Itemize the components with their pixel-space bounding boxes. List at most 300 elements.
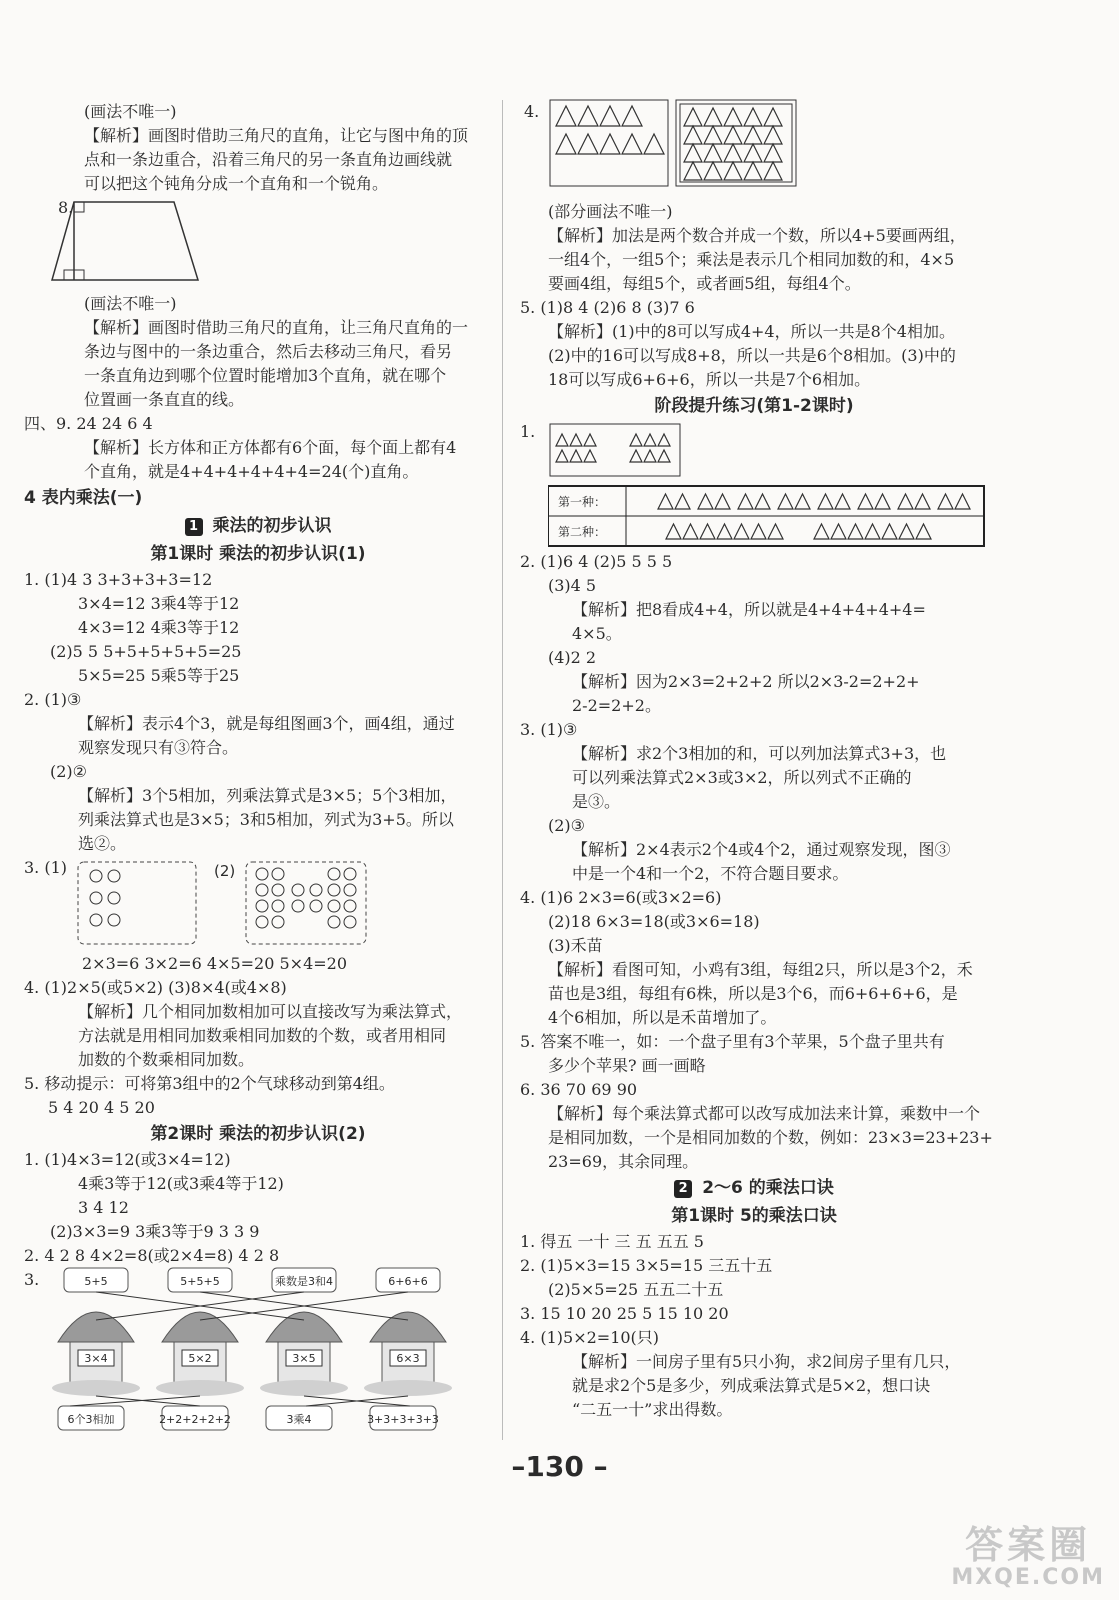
triangle: [814, 524, 829, 539]
line-text: 2×3=6 3×2=6 4×5=20 5×4=20: [82, 954, 348, 973]
triangle: [831, 524, 846, 539]
line-text: 一条直角边到哪个位置时能增加3个直角，就在哪个: [84, 366, 447, 385]
line-text: 5×5=25 5乘5等于25: [78, 666, 240, 685]
grass: [156, 1380, 244, 1396]
answer-line: [514, 838, 994, 862]
answer-line: [514, 1374, 994, 1398]
line-text: 2. (1)6 4 (2)5 5 5 5: [520, 552, 673, 571]
answer-line: [24, 100, 492, 124]
part-label: (2): [214, 862, 236, 880]
line-text: (3)4 5: [548, 576, 597, 595]
line-text: (2)③: [548, 816, 586, 835]
line-text: (4)2 2: [548, 648, 597, 667]
answer-line: [24, 952, 492, 976]
triangle: [630, 434, 642, 446]
line-text: 8.: [58, 198, 74, 217]
answer-line: [24, 460, 492, 484]
triangle: [778, 494, 793, 509]
grass: [260, 1380, 348, 1396]
line-text: (画法不唯一): [84, 102, 177, 121]
answer-line: [24, 1024, 492, 1048]
triangle: [570, 434, 582, 446]
answer-line: [514, 272, 994, 296]
section-number-badge: 1: [185, 518, 203, 536]
line-text: 观察发现只有③符合。: [78, 738, 239, 757]
answer-line: [24, 760, 492, 784]
section-heading: [24, 1120, 492, 1148]
answer-line: [24, 436, 492, 460]
watermark-logo-text: 答案圈: [965, 1523, 1092, 1567]
answer-line: [514, 598, 994, 622]
answer-line: [24, 664, 492, 688]
triangle: [858, 494, 873, 509]
line-text: 3. (1): [24, 858, 68, 877]
answer-line: [24, 124, 492, 148]
circle-mark: [344, 884, 356, 896]
dashed-box: [246, 862, 366, 944]
answer-line: [514, 694, 994, 718]
answer-line: [24, 364, 492, 388]
table-row-label: 第一种：: [558, 495, 607, 509]
circle-mark: [272, 868, 284, 880]
line-text: 四、9. 24 24 6 4: [24, 414, 153, 433]
triangle: [578, 134, 598, 154]
triangle: [704, 162, 722, 180]
line-text: 【解析】加法是两个数合并成一个数，所以4+5要画两组，: [548, 226, 966, 245]
circle-mark: [272, 884, 284, 896]
table-row-label: 第二种：: [558, 525, 607, 539]
section-number-badge: 2: [674, 1180, 692, 1198]
answer-line: [514, 1302, 994, 1326]
section-heading: [24, 512, 492, 540]
triangle: [818, 494, 833, 509]
triangle: [644, 434, 656, 446]
line-text: 加数的个数乘相同加数。: [78, 1050, 255, 1069]
answer-line: [24, 712, 492, 736]
triangle: [724, 108, 742, 126]
line-text: 4乘3等于12(或3乘4等于12): [78, 1174, 284, 1193]
line-text: 1. (1)4 3 3+3+3+3=12: [24, 570, 213, 589]
line-text: 4 表内乘法(一): [24, 488, 143, 508]
answer-line: [24, 1172, 492, 1196]
line-text: 方法就是用相同加数乘相同加数的个数，或者用相同: [78, 1026, 447, 1045]
line-text: 1.: [520, 422, 536, 441]
line-text: 4个6相加，所以是禾苗增加了。: [548, 1008, 777, 1027]
answer-line: [514, 1398, 994, 1422]
triangle: [658, 494, 673, 509]
line-text: 阶段提升练习(第1-2课时): [654, 396, 854, 416]
triangle: [658, 434, 670, 446]
left-column: [24, 100, 492, 1438]
line-text: 第2课时 乘法的初步认识(2): [150, 1124, 366, 1144]
triangle: [658, 450, 670, 462]
line-text: 4×3=12 4乘3等于12: [78, 618, 240, 637]
triangle: [882, 524, 897, 539]
answer-line: [514, 1030, 994, 1054]
triangle: [684, 126, 702, 144]
answer-line: [24, 784, 492, 808]
line-text: 可以把这个钝角分成一个直角和一个锐角。: [84, 174, 389, 193]
triangle: [875, 494, 890, 509]
line-text: 可以列乘法算式2×3或3×2，所以列式不正确的: [572, 768, 912, 787]
bottom-card-text: 3乘4: [286, 1413, 312, 1426]
triangle: [734, 524, 749, 539]
answer-line: [514, 862, 994, 886]
answer-line: [24, 592, 492, 616]
right-angle-mark: [74, 270, 84, 280]
triangle: [744, 108, 762, 126]
line-text: 中是一个4和一个2，不符合题目要求。: [572, 864, 849, 883]
line-text: 【解析】画图时借助三角尺的直角，让它与图中角的顶: [84, 126, 469, 145]
line-text: (2)3×3=9 3乘3等于9 3 3 9: [50, 1222, 260, 1241]
bottom-card-text: 3+3+3+3+3: [367, 1413, 439, 1426]
answer-line: [24, 1148, 492, 1172]
line-text: 3. (1)③: [520, 720, 578, 739]
triangle: [955, 494, 970, 509]
line-text: 3.: [24, 1270, 40, 1289]
answer-line: [24, 1048, 492, 1072]
triangle: [684, 162, 702, 180]
circle-mark: [90, 892, 102, 904]
triangle: [795, 494, 810, 509]
line-text: 4. (1)2×5(或5×2) (3)8×4(或4×8): [24, 978, 287, 997]
triangle: [622, 134, 642, 154]
answer-line: [24, 148, 492, 172]
line-text: 【解析】2×4表示2个4或4个2，通过观察发现，图③: [572, 840, 951, 859]
line-text: 就是求2个5是多少，列成乘法算式是5×2，想口诀: [572, 1376, 931, 1395]
section-heading: [24, 540, 492, 568]
circle-mark: [344, 900, 356, 912]
house-sign-text: 3×5: [292, 1352, 316, 1365]
answer-line: [514, 224, 994, 248]
answer-line: [514, 1350, 994, 1374]
line-text: 选②。: [78, 834, 127, 853]
circle-mark: [256, 916, 268, 928]
triangle: [938, 494, 953, 509]
line-text: 18可以写成6+6+6，所以一共是7个6相加。: [548, 370, 871, 389]
answer-line: [514, 368, 994, 392]
answer-line: [514, 982, 994, 1006]
column-divider: [502, 100, 503, 1440]
watermark: [951, 1525, 1105, 1590]
circle-mark: [328, 884, 340, 896]
circle-mark: [310, 900, 322, 912]
right-angle-mark: [64, 270, 74, 280]
triangle: [744, 126, 762, 144]
triangle: [755, 494, 770, 509]
answer-line: [24, 736, 492, 760]
line-text: 【解析】看图可知，小鸡有3组，每组2只，所以是3个2，禾: [548, 960, 973, 979]
line-text: 6. 36 70 69 90: [520, 1080, 638, 1099]
trapezoid-figure: [48, 198, 208, 293]
line-text: (2)18 6×3=18(或3×6=18): [548, 912, 760, 931]
triangle: [717, 524, 732, 539]
circle-mark: [108, 914, 120, 926]
line-text: 【解析】长方体和正方体都有6个面，每个面上都有4: [84, 438, 457, 457]
triangle: [698, 494, 713, 509]
circles-figure: [76, 858, 376, 955]
circle-mark: [328, 916, 340, 928]
answer-line: [24, 976, 492, 1000]
triangle: [675, 494, 690, 509]
triangle: [744, 162, 762, 180]
answer-line: [24, 808, 492, 832]
answer-line: [24, 196, 492, 292]
answer-line: [514, 1150, 994, 1174]
answer-line: [514, 622, 994, 646]
dashed-box: [78, 862, 196, 944]
triangle: [738, 494, 753, 509]
answer-line: [24, 340, 492, 364]
line-text: 3×4=12 3乘4等于12: [78, 594, 240, 613]
line-text: 【解析】画图时借助三角尺的直角，让三角尺直角的一: [84, 318, 469, 337]
bottom-card-text: 6个3相加: [67, 1413, 115, 1426]
triangle: [700, 524, 715, 539]
answer-line: [514, 958, 994, 982]
answer-line: [514, 574, 994, 598]
triangle: [764, 126, 782, 144]
answer-line: [514, 1126, 994, 1150]
triangle: [898, 494, 913, 509]
house-sign-text: 5×2: [188, 1352, 212, 1365]
triangle: [584, 434, 596, 446]
grass: [364, 1380, 452, 1396]
line-text: 1. 得五 一十 三 五 五五 5: [520, 1232, 704, 1251]
triangle: [556, 134, 576, 154]
answer-line: [24, 1000, 492, 1024]
circle-mark: [256, 884, 268, 896]
answer-line: [24, 568, 492, 592]
answer-line: [514, 646, 994, 670]
line-text: 是③。: [572, 792, 621, 811]
answer-line: [24, 1072, 492, 1096]
line-text: 第1课时 乘法的初步认识(1): [150, 544, 366, 564]
section-heading: [514, 392, 994, 420]
triangle: [865, 524, 880, 539]
triangle: [684, 108, 702, 126]
answer-line: [24, 316, 492, 340]
line-text: 5 4 20 4 5 20: [48, 1098, 155, 1117]
circle-mark: [328, 900, 340, 912]
triangle: [644, 134, 664, 154]
answer-line: [24, 388, 492, 412]
right-column: [514, 100, 994, 1422]
line-text: (2)5 5 5+5+5+5+5=25: [50, 642, 242, 661]
line-text: 【解析】每个乘法算式都可以改写成加法来计算，乘数中一个: [548, 1104, 981, 1123]
circle-mark: [90, 870, 102, 882]
answer-line: [514, 814, 994, 838]
triangle: [744, 144, 762, 162]
triangle: [570, 450, 582, 462]
line-text: (2)中的16可以写成8+8，所以一共是6个8相加。(3)中的: [548, 346, 956, 365]
line-text: 【解析】3个5相加，列乘法算式是3×5；5个3相加，: [78, 786, 457, 805]
answer-line: [514, 200, 994, 224]
line-text: 【解析】把8看成4+4，所以就是4+4+4+4+4=: [572, 600, 926, 619]
triangle: [684, 144, 702, 162]
circle-mark: [292, 900, 304, 912]
triangle: [704, 144, 722, 162]
line-text: (部分画法不唯一): [548, 202, 673, 221]
line-text: 要画4组，每组5个，或者画5组，每组4个。: [548, 274, 861, 293]
section-heading: [514, 1202, 994, 1230]
answer-box: [550, 100, 668, 186]
bottom-card-text: 2+2+2+2+2: [159, 1413, 231, 1426]
triangle: [644, 450, 656, 462]
line-text: (2)②: [50, 762, 88, 781]
answer-line: [514, 1078, 994, 1102]
answer-line: [514, 790, 994, 814]
answer-box: [550, 424, 680, 476]
triangle: [556, 450, 568, 462]
answer-line: [24, 1268, 492, 1438]
line-text: 苗也是3组，每组有6株，所以是3个6，而6+6+6+6，是: [548, 984, 958, 1003]
answer-line: [514, 910, 994, 934]
answer-line: [514, 1230, 994, 1254]
answer-line: [24, 1096, 492, 1120]
line-text: (画法不唯一): [84, 294, 177, 313]
circle-mark: [272, 916, 284, 928]
circle-mark: [90, 914, 102, 926]
line-text: 1. (1)4×3=12(或3×4=12): [24, 1150, 231, 1169]
top-card-text: 6+6+6: [388, 1275, 428, 1288]
line-text: 位置画一条直直的线。: [84, 390, 245, 409]
triangle: [899, 524, 914, 539]
answer-line: [514, 344, 994, 368]
answer-line: [514, 766, 994, 790]
triangle: [848, 524, 863, 539]
line-text: “二五一十”求出得数。: [572, 1400, 733, 1419]
page-number: –130 –: [511, 1450, 608, 1483]
line-text: 是相同加数，一个是相同加数的个数，例如：23×3=23+23+: [548, 1128, 993, 1147]
answer-line: [514, 718, 994, 742]
tribox-figure: [548, 98, 808, 197]
line-text: 条边与图中的一条边重合，然后去移动三角尺，看另: [84, 342, 453, 361]
circle-mark: [256, 900, 268, 912]
line-text: 5. 答案不唯一，如：一个盘子里有3个苹果，5个盘子里共有: [520, 1032, 945, 1051]
triangle: [683, 524, 698, 539]
line-text: 4.: [524, 102, 540, 121]
triangle: [704, 108, 722, 126]
line-text: 个直角，就是4+4+4+4+4+4=24(个)直角。: [84, 462, 419, 481]
answer-line: [514, 320, 994, 344]
house-sign-text: 3×4: [84, 1352, 108, 1365]
answer-line: [514, 100, 994, 200]
answer-line: [514, 1054, 994, 1078]
answer-line: [514, 1006, 994, 1030]
triangle: [600, 106, 620, 126]
triangle: [764, 144, 782, 162]
line-text: 4×5。: [572, 624, 622, 643]
answer-line: [24, 832, 492, 856]
answer-line: [514, 550, 994, 574]
answer-line: [24, 1220, 492, 1244]
circle-mark: [344, 916, 356, 928]
answer-line: [514, 742, 994, 766]
triangle: [915, 494, 930, 509]
line-text: 5. 移动提示：可将第3组中的2个气球移动到第4组。: [24, 1074, 395, 1093]
answer-line: [514, 670, 994, 694]
grass: [52, 1380, 140, 1396]
circle-mark: [328, 868, 340, 880]
triangle: [630, 450, 642, 462]
answer-line: [24, 1196, 492, 1220]
triangle: [835, 494, 850, 509]
answer-line: [514, 296, 994, 320]
top-card-text: 乘数是3和4: [275, 1275, 333, 1288]
section-heading: [24, 484, 492, 512]
line-text: 【解析】几个相同加数相加可以直接改写为乘法算式，: [78, 1002, 463, 1021]
circle-mark: [108, 870, 120, 882]
line-text: 5. (1)8 4 (2)6 8 (3)7 6: [520, 298, 695, 317]
triangle: [916, 524, 931, 539]
answer-line: [24, 616, 492, 640]
right-angle-mark: [74, 202, 84, 212]
triangle: [578, 106, 598, 126]
line-text: 点和一条边重合，沿着三角尺的另一条直角边画线就: [84, 150, 453, 169]
line-text: 一组4个，一组5个；乘法是表示几个相同加数的和，4×5: [548, 250, 955, 269]
answer-line: [514, 420, 994, 550]
line-text: 3 4 12: [78, 1198, 129, 1217]
line-text: 【解析】求2个3相加的和，可以列加法算式3+3，也: [572, 744, 947, 763]
line-text: 乘法的初步认识: [212, 516, 332, 536]
answer-line: [514, 1326, 994, 1350]
line-text: (3)禾苗: [548, 936, 603, 955]
top-card-text: 5+5+5: [180, 1275, 220, 1288]
triangle: [715, 494, 730, 509]
line-text: 4. (1)6 2×3=6(或3×2=6): [520, 888, 722, 907]
line-text: 列乘法算式也是3×5；3和5相加，列式为3+5。所以: [78, 810, 454, 829]
line-text: 第1课时 5的乘法口诀: [671, 1206, 837, 1226]
answer-line: [514, 886, 994, 910]
answer-line: [24, 856, 492, 952]
line-text: 2. (1)③: [24, 690, 82, 709]
top-card-text: 5+5: [84, 1275, 108, 1288]
section-heading: [514, 1174, 994, 1202]
line-text: 【解析】表示4个3，就是每组图画3个，画4组，通过: [78, 714, 455, 733]
line-text: 2. (1)5×3=15 3×5=15 三五十五: [520, 1256, 773, 1275]
line-text: 4. (1)5×2=10(只): [520, 1328, 660, 1347]
answer-line: [514, 934, 994, 958]
line-text: (2)5×5=25 五五二十五: [548, 1280, 724, 1299]
watermark-url: MXQE.COM: [951, 1565, 1105, 1590]
triangle: [724, 144, 742, 162]
line-text: 2～6 的乘法口诀: [702, 1178, 834, 1198]
triangle: [724, 162, 742, 180]
line-text: 23=69，其余同理。: [548, 1152, 699, 1171]
circle-mark: [272, 900, 284, 912]
answer-line: [24, 688, 492, 712]
line-text: 【解析】因为2×3=2+2+2 所以2×3-2=2+2+: [572, 672, 920, 691]
line-text: 3. 15 10 20 25 5 15 10 20: [520, 1304, 729, 1323]
triangle: [751, 524, 766, 539]
line-text: 2-2=2+2。: [572, 696, 661, 715]
answer-line: [514, 248, 994, 272]
answer-line: [514, 1278, 994, 1302]
tritable-figure: [548, 422, 988, 555]
triangle: [768, 524, 783, 539]
triangle: [556, 106, 576, 126]
answer-line: [24, 172, 492, 196]
triangle: [764, 108, 782, 126]
triangle: [584, 450, 596, 462]
answer-line: [514, 1102, 994, 1126]
circle-mark: [108, 892, 120, 904]
answer-line: [514, 1254, 994, 1278]
line-text: 2. 4 2 8 4×2=8(或2×4=8) 4 2 8: [24, 1246, 280, 1265]
triangle: [666, 524, 681, 539]
circle-mark: [344, 868, 356, 880]
answer-line: [24, 640, 492, 664]
